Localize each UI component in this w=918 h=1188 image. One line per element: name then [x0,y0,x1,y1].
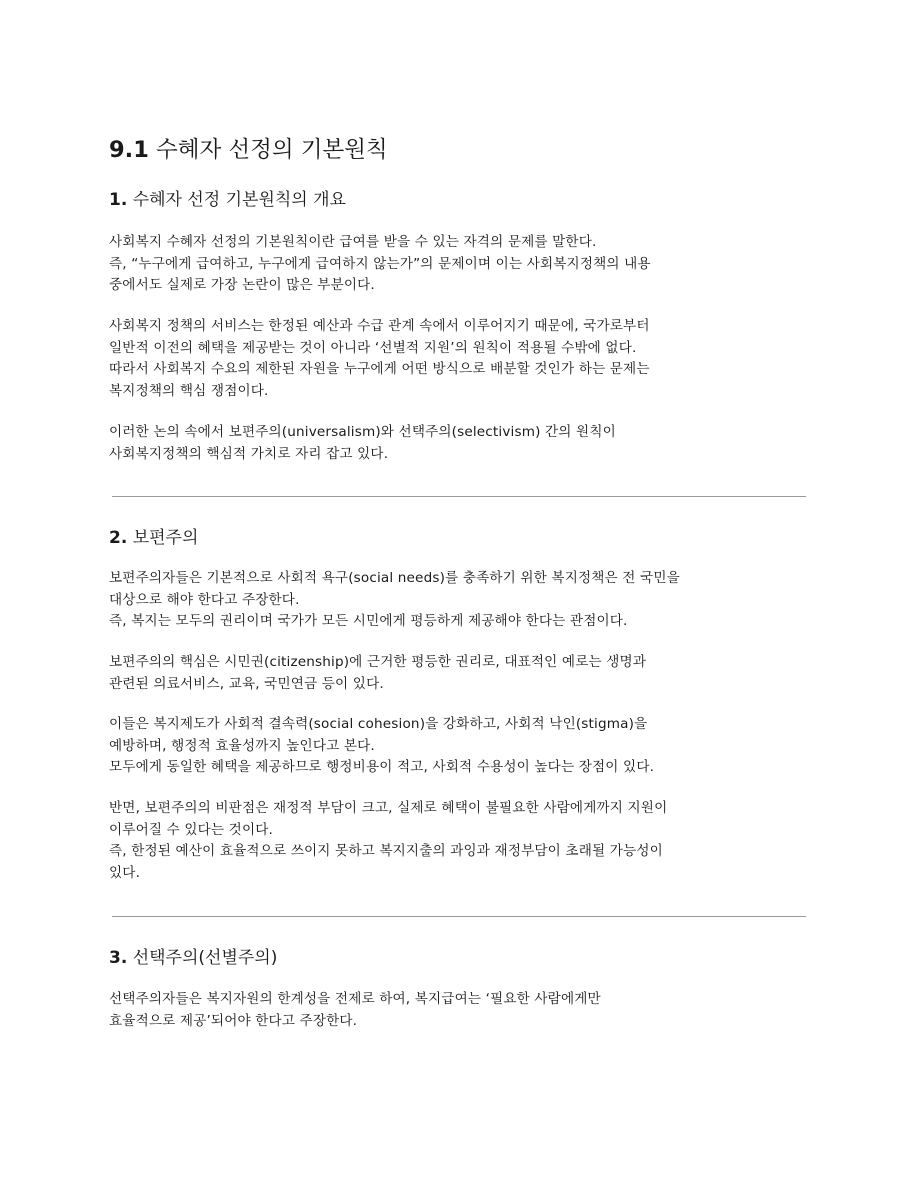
text-line: 따라서 사회복지 수요의 제한된 자원을 누구에게 어떤 방식으로 배분할 것인가 하는 문제는 [109,361,650,377]
section-divider [112,916,806,917]
text-line: 효율적으로 제공’되어야 한다고 주장한다. [109,1012,358,1029]
section-heading-text: 보편주의 [132,528,199,548]
text-line: 반면, 보편주의의 비판점은 재정적 부담이 크고, 실제로 혜택이 불필요한 사람에게까지 지원이 [109,800,668,816]
text-line: 보편주의자들은 기본적으로 사회적 욕구(social needs)를 충족하기 위한 복지정책은 전 국민을 [109,570,680,586]
text-line: 모두에게 동일한 혜택을 제공하므로 행정비용이 적고, 사회적 수용성이 높다는 장점이 있다. [109,759,655,775]
text-line: 선택주의자들은 복지자원의 한계성을 전제로 하여, 복지급여는 ‘필요한 사람에게만 [109,991,601,1007]
section-divider [112,496,806,497]
section-3-heading [109,947,277,969]
paragraph [109,232,809,297]
text-line: 일반적 이전의 혜택을 제공받는 것이 아니라 ‘선별적 지원’의 원칙이 적용될 수밖에 없다. [109,339,637,356]
page-title [109,136,388,164]
paragraph [109,714,809,779]
text-line: 복지정책의 핵심 쟁점이다. [109,382,269,399]
text-line: 사회복지 정책의 서비스는 한정된 예산과 수급 관계 속에서 이루어지기 때문에, 국가로부터 [109,318,650,334]
text-line: 사회복지정책의 핵심적 가치로 자리 잡고 있다. [109,445,389,462]
section-number: 2. [109,528,128,548]
section-heading-text: 수혜자 선정 기본원칙의 개요 [132,190,346,210]
section-number: 3. [109,948,128,968]
text-line: 보편주의의 핵심은 시민권(citizenship)에 근거한 평등한 권리로, 대표적인 예로는 생명과 [109,654,647,670]
section-heading-text: 선택주의(선별주의) [132,948,278,968]
text-line: 사회복지 수혜자 선정의 기본원칙이란 급여를 받을 수 있는 자격의 문제를 말한다. [109,234,597,250]
paragraph [109,652,809,695]
text-line: 중에서도 실제로 가장 논란이 많은 부분이다. [109,277,375,293]
text-line: 이루어질 수 있다는 것이다. [109,821,273,838]
title-text: 수혜자 선정의 기본원칙 [156,137,388,163]
text-line: 있다. [109,864,141,881]
text-line: 예방하며, 행정적 효율성까지 높인다고 본다. [109,737,375,754]
paragraph [109,568,809,633]
text-line: 즉, 복지는 모두의 권리이며 국가가 모든 시민에게 평등하게 제공해야 한다는 관점이다. [109,613,628,629]
text-line: 즉, “누구에게 급여하고, 누구에게 급여하지 않는가”의 문제이며 이는 사회복지정책의 내용 [109,255,651,272]
paragraph [109,422,809,465]
section-2-heading [109,527,198,549]
text-line: 이들은 복지제도가 사회적 결속력(social cohesion)을 강화하고, 사회적 낙인(stigma)을 [109,716,648,732]
text-line: 이러한 논의 속에서 보편주의(universalism)와 선택주의(selectivism) 간의 원칙이 [109,424,616,440]
section-number: 1. [109,190,128,210]
paragraph [109,798,809,884]
text-line: 대상으로 해야 한다고 주장한다. [109,591,300,608]
section-1-heading [109,189,346,211]
text-line: 즉, 한정된 예산이 효율적으로 쓰이지 못하고 복지지출의 과잉과 재정부담이 초래될 가능성이 [109,843,663,859]
paragraph [109,989,809,1032]
title-number: 9.1 [109,137,149,163]
text-line: 관련된 의료서비스, 교육, 국민연금 등이 있다. [109,675,384,692]
paragraph [109,316,809,402]
